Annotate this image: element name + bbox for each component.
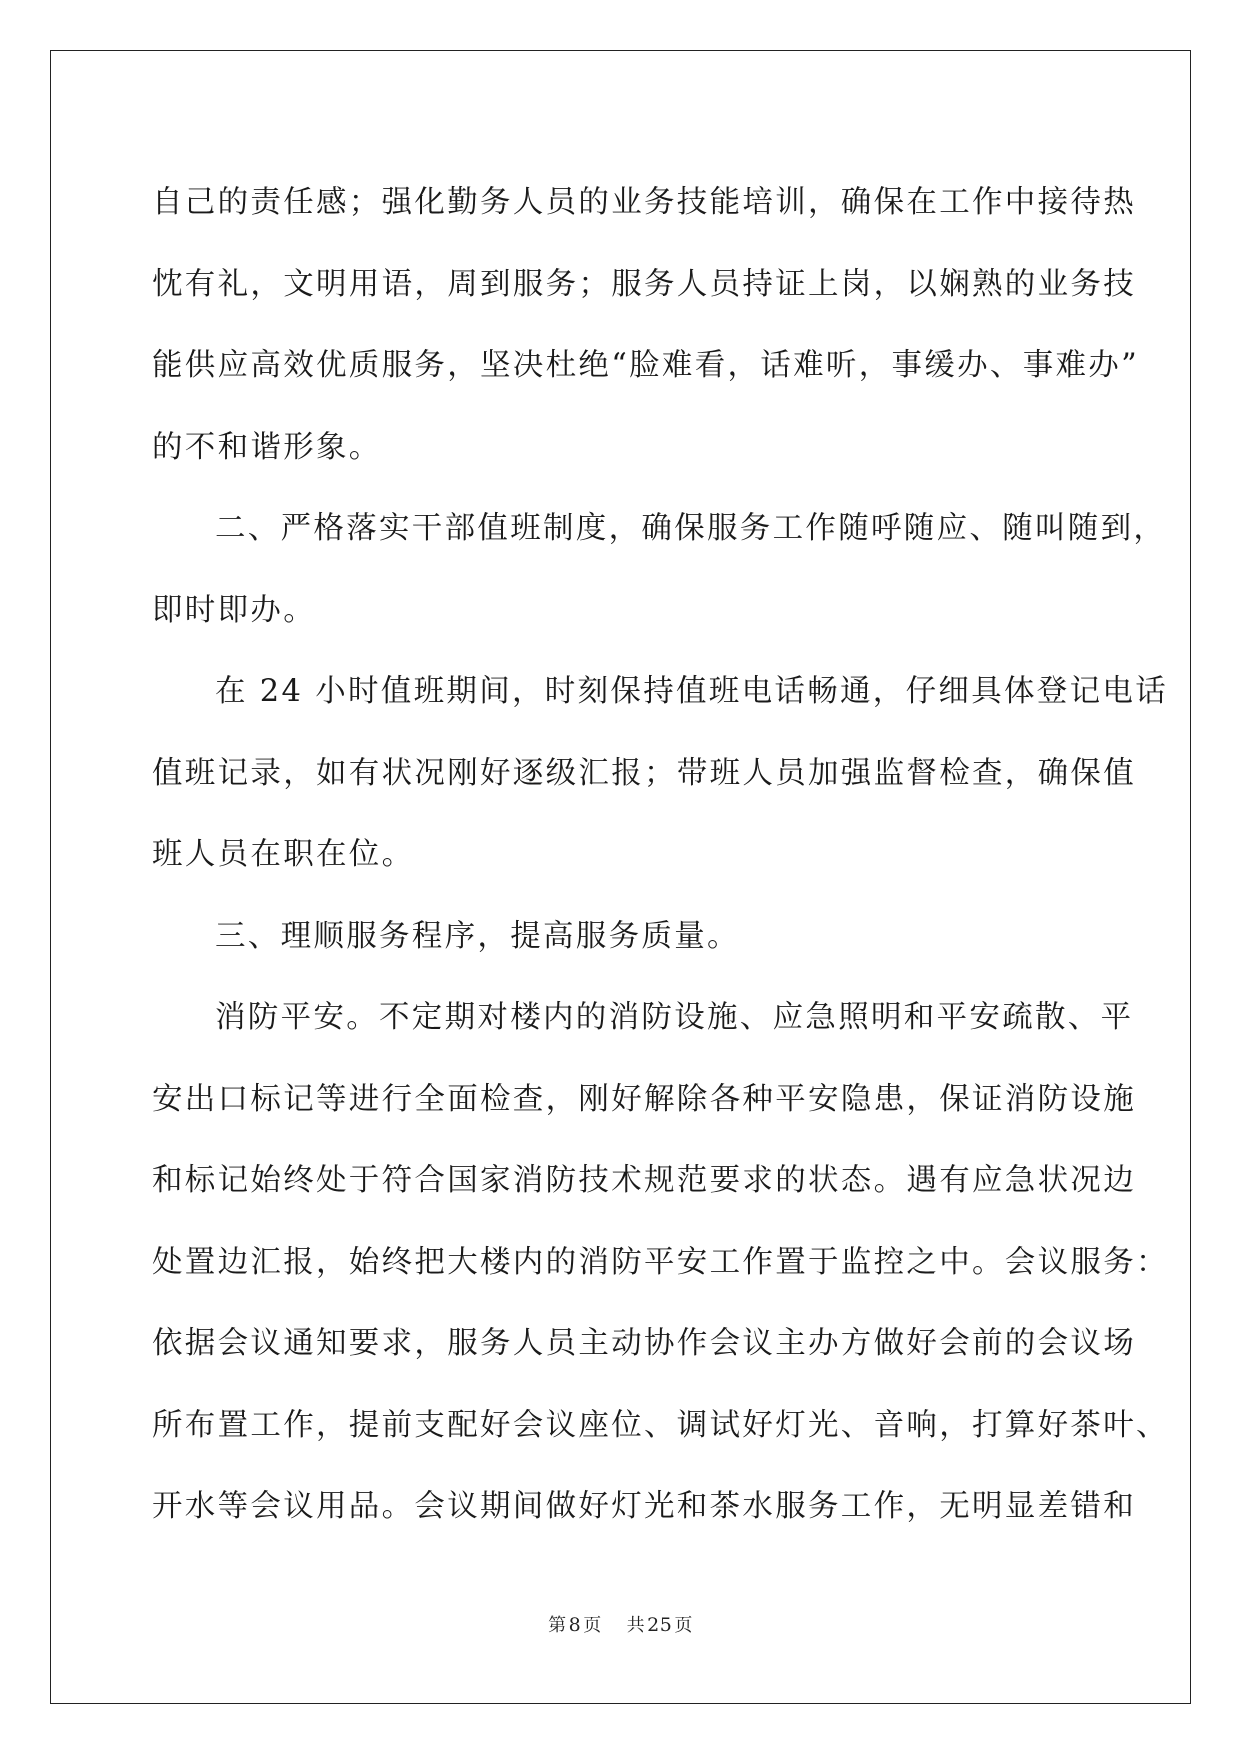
text-line: 和标记始终处于符合国家消防技术规范要求的状态。遇有应急状况边: [152, 1163, 1136, 1198]
total-pages: 25: [647, 1614, 673, 1636]
text-line: 即时即办。: [152, 592, 316, 628]
text-line: 开水等会议用品。会议期间做好灯光和茶水服务工作，无明显差错和: [152, 1489, 1136, 1524]
page-number: 8: [568, 1614, 582, 1636]
paragraph-heading: 三、理顺服务程序，提高服务质量。: [215, 918, 740, 954]
page-footer: [0, 1611, 1241, 1637]
text-line: 消防平安。不定期对楼内的消防设施、应急照明和平安疏散、平: [215, 1000, 1134, 1035]
page-prefix: 第: [548, 1615, 567, 1636]
text-line: 依据会议通知要求，服务人员主动协作会议主办方做好会前的会议场: [152, 1326, 1136, 1361]
paragraph-heading: 二、严格落实干部值班制度，确保服务工作随呼随应、随叫随到，: [215, 511, 1167, 546]
total-suffix: 页: [674, 1615, 693, 1636]
text-line: 的不和谐形象。: [152, 429, 382, 465]
text-line: 在 24 小时值班期间，时刻保持值班电话畅通，仔细具体登记电话: [215, 674, 1168, 709]
text-line: 所布置工作，提前支配好会议座位、调试好灯光、音响，打算好茶叶、: [152, 1407, 1169, 1443]
total-prefix: 共: [626, 1615, 646, 1636]
text-line: 能供应高效优质服务，坚决杜绝“脸难看，话难听，事缓办、事难办”: [152, 348, 1139, 383]
text-line: 忱有礼，文明用语，周到服务；服务人员持证上岗，以娴熟的业务技: [152, 266, 1136, 302]
page-suffix: 页: [583, 1615, 602, 1636]
text-line: 处置边汇报，始终把大楼内的消防平安工作置于监控之中。会议服务：: [152, 1244, 1169, 1280]
document-body: [152, 162, 1169, 1548]
text-line: 值班记录，如有状况刚好逐级汇报；带班人员加强监督检查，确保值: [152, 755, 1136, 791]
text-line: 自己的责任感；强化勤务人员的业务技能培训，确保在工作中接待热: [152, 185, 1136, 220]
text-line: 安出口标记等进行全面检查，刚好解除各种平安隐患，保证消防设施: [152, 1081, 1136, 1117]
text-line: 班人员在职在位。: [152, 837, 415, 872]
